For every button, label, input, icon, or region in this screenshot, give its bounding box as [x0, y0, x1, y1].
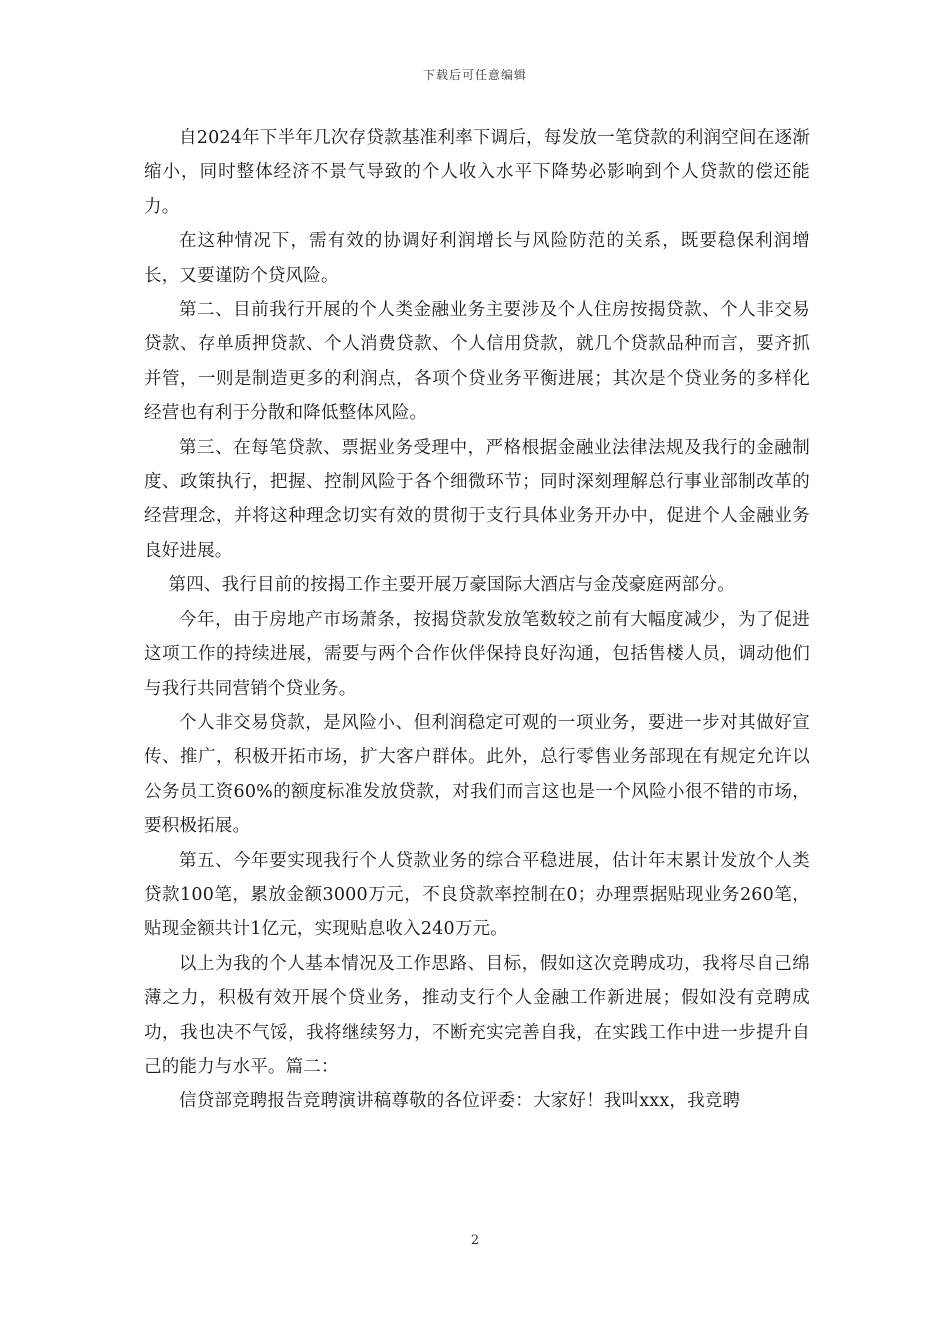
page-header-note: 下载后可任意编辑 — [422, 68, 527, 82]
page-number: 2 — [470, 1233, 480, 1248]
paragraph-third-point: 第三、在每笔贷款、票据业务受理中，严格根据金融业法律法规及我行的金融制度、政策执行，把握、控制风险于各个细微环节；同时深刻理解总行事业部制改革的经营理念，并将这种理念切实有效的贯彻于支行具体业务开办中，促进个人金融业务良好进展。 — [144, 437, 810, 561]
paragraph-interest-rate: 自2024年下半年几次存贷款基准利率下调后，每发放一笔贷款的利润空间在逐渐缩小，同时整体经济不景气导致的个人收入水平下降势必影响到个人贷款的偿还能力。 — [144, 128, 810, 217]
paragraph-fourth-point: 第四、我行目前的按揭工作主要开展万豪国际大酒店与金茂豪庭两部分。 — [168, 575, 735, 596]
paragraph-balance-profit-risk: 在这种情况下，需有效的协调好利润增长与风险防范的关系，既要稳保利润增长，又要谨防个贷风险。 — [144, 231, 810, 286]
paragraph-conclusion: 以上为我的个人基本情况及工作思路、目标，假如这次竞聘成功，我将尽自己绵薄之力，积极有效开展个贷业务，推动支行个人金融工作新进展；假如没有竞聘成功，我也决不气馁，我将继续努力，不断充实完善自我，在实践工作中进一步提升自己的能力与水平。篇二： — [144, 953, 810, 1077]
paragraph-second-speech-start: 信贷部竞聘报告竞聘演讲稿尊敬的各位评委：大家好！我叫xxx，我竞聘 — [179, 1091, 741, 1112]
document-body — [144, 121, 810, 1119]
paragraph-second-point: 第二、目前我行开展的个人类金融业务主要涉及个人住房按揭贷款、个人非交易贷款、存单质押贷款、个人消费贷款、个人信用贷款，就几个贷款品种而言，要齐抓并管，一则是制造更多的利润点，各项个贷业务平衡进展；其次是个贷业务的多样化经营也有利于分散和降低整体风险。 — [144, 300, 810, 424]
paragraph-real-estate-market: 今年，由于房地产市场萧条，按揭贷款发放笔数较之前有大幅度减少，为了促进这项工作的持续进展，需要与两个合作伙伴保持良好沟通，包括售楼人员，调动他们与我行共同营销个贷业务。 — [144, 609, 810, 699]
paragraph-fifth-point: 第五、今年要实现我行个人贷款业务的综合平稳进展，估计年末累计发放个人类贷款100笔，累放金额3000万元，不良贷款率控制在0；办理票据贴现业务260笔，贴现金额共计1亿元，实现贴息收入240万元。 — [144, 850, 810, 940]
paragraph-non-transaction-loans: 个人非交易贷款，是风险小、但利润稳定可观的一项业务，要进一步对其做好宣传、推广，积极开拓市场，扩大客户群体。此外，总行零售业务部现在有规定允许以公务员工资60%的额度标准发放贷款，对我们而言这也是一个风险小很不错的市场，要积极拓展。 — [144, 712, 810, 837]
